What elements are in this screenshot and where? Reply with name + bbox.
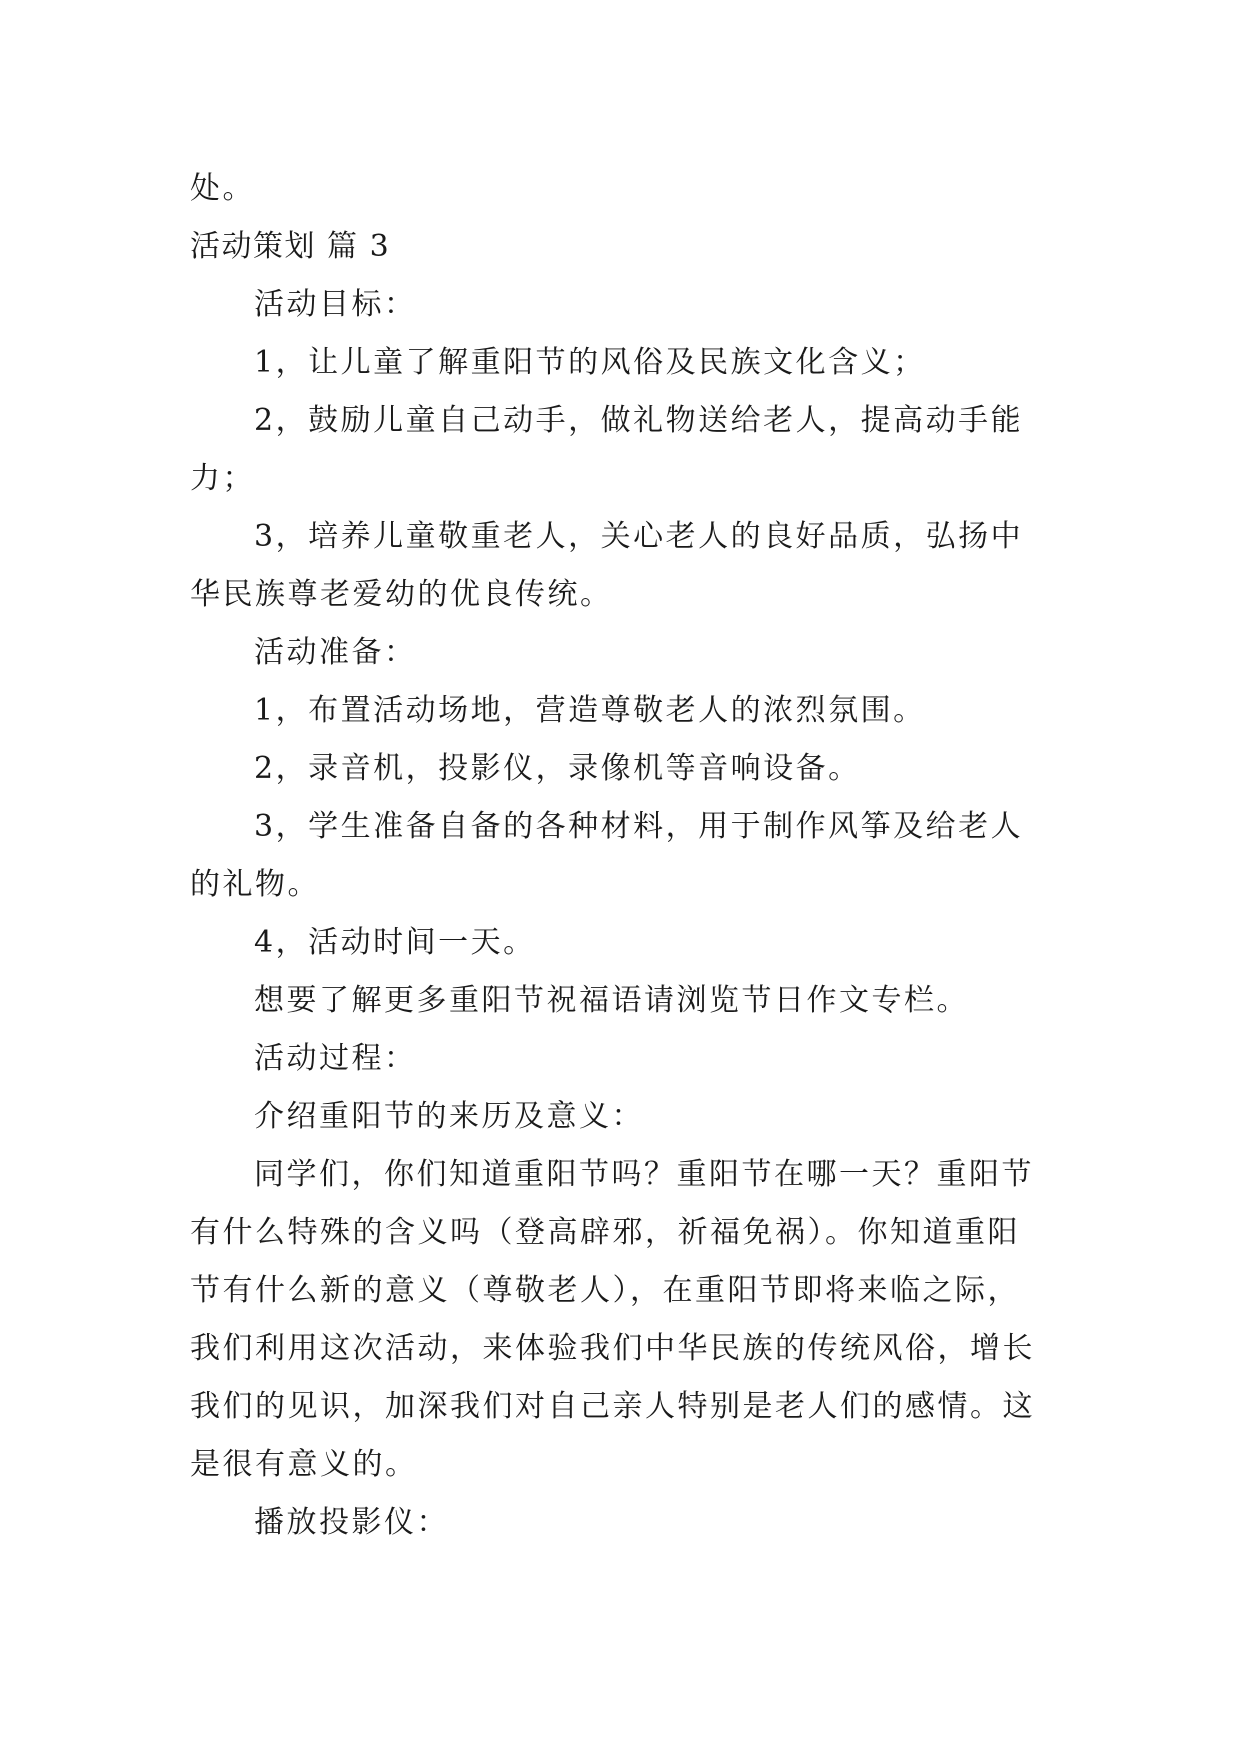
text-line: 华民族尊老爱幼的优良传统。	[190, 577, 613, 612]
text-line: 活动目标：	[254, 287, 417, 322]
section-heading: 活动策划 篇 3	[190, 229, 391, 264]
text-line: 力；	[190, 461, 255, 496]
text-line: 处。	[190, 171, 255, 206]
text-line: 1，布置活动场地，营造尊敬老人的浓烈氛围。	[254, 693, 926, 728]
text-line: 2，鼓励儿童自己动手，做礼物送给老人，提高动手能	[254, 403, 1024, 438]
text-line: 是很有意义的。	[190, 1447, 418, 1482]
text-line: 3，培养儿童敬重老人，关心老人的良好品质，弘扬中	[254, 519, 1024, 554]
text-line: 有什么特殊的含义吗（登高辟邪，祈福免祸）。你知道重阳	[190, 1215, 1020, 1250]
text-line: 1，让儿童了解重阳节的风俗及民族文化含义；	[254, 345, 926, 380]
text-line: 4，活动时间一天。	[254, 925, 536, 960]
text-line: 播放投影仪：	[254, 1505, 449, 1540]
text-line: 活动准备：	[254, 635, 417, 670]
text-line: 3，学生准备自备的各种材料，用于制作风筝及给老人	[254, 809, 1024, 844]
text-line: 我们利用这次活动，来体验我们中华民族的传统风俗，增长	[190, 1331, 1035, 1366]
text-line: 介绍重阳节的来历及意义：	[254, 1099, 644, 1134]
text-line: 想要了解更多重阳节祝福语请浏览节日作文专栏。	[254, 983, 969, 1018]
text-line: 同学们，你们知道重阳节吗？重阳节在哪一天？重阳节	[254, 1157, 1034, 1192]
text-line: 我们的见识，加深我们对自己亲人特别是老人们的感情。这	[190, 1389, 1035, 1424]
text-line: 的礼物。	[190, 867, 320, 902]
text-line: 节有什么新的意义（尊敬老人），在重阳节即将来临之际，	[190, 1273, 1020, 1308]
text-line: 活动过程：	[254, 1041, 417, 1076]
document-body	[190, 160, 1060, 1552]
text-line: 2，录音机，投影仪，录像机等音响设备。	[254, 751, 861, 786]
